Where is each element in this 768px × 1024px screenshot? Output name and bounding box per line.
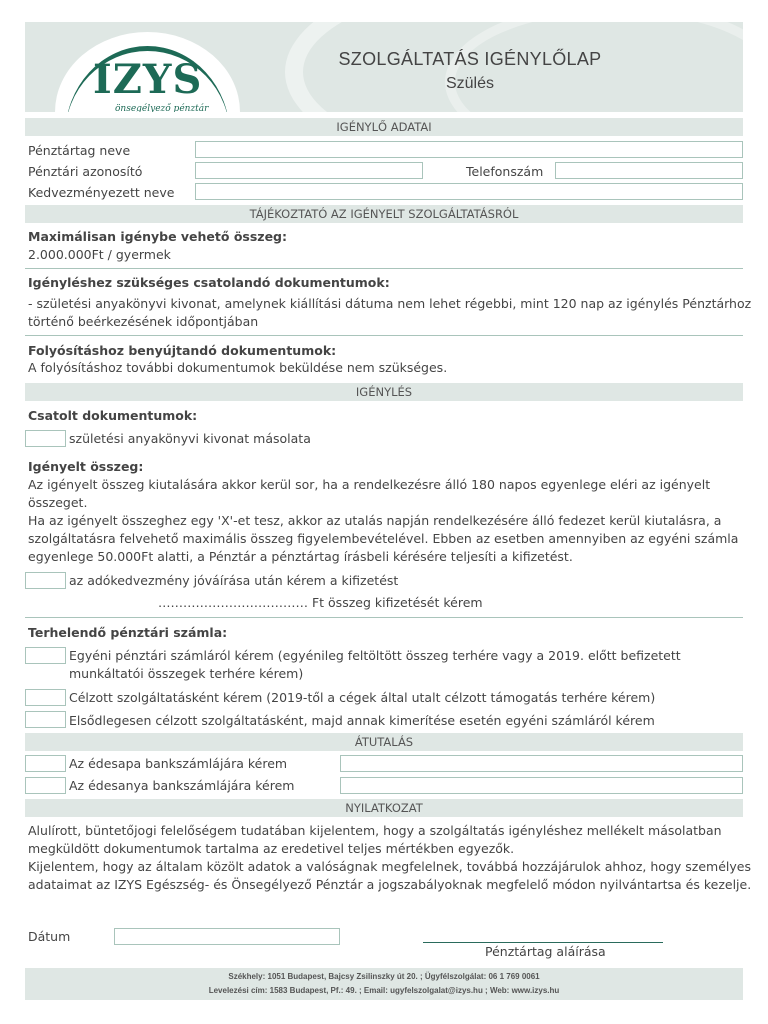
amount-paragraph-line: összeget. xyxy=(28,495,88,510)
account-heading: Terhelendő pénztári számla: xyxy=(28,625,228,640)
father-account-checkbox[interactable] xyxy=(25,755,66,772)
required-docs-line: - születési anyakönyvi kivonat, amelynek kiállítási dátuma nem lehet régebbi, mint 120 nap az igénylés Pénztárhoz xyxy=(28,296,752,311)
declaration-line: adataimat az IZYS Egészség- és Önsegélyező Pénztár a jogszabályoknak megfelelő módon nyilvántartsa és kezelje. xyxy=(28,877,752,892)
mother-account-label: Az édesanya bankszámlájára kérem xyxy=(69,778,295,793)
required-docs-line: történő beérkezésének időpontjában xyxy=(28,314,259,329)
mother-account-input[interactable] xyxy=(340,777,743,794)
beneficiary-input[interactable] xyxy=(195,183,743,200)
father-account-label: Az édesapa bankszámlájára kérem xyxy=(69,756,288,771)
section-info-header: TÁJÉKOZTATÓ AZ IGÉNYELT SZOLGÁLTATÁSRÓL xyxy=(25,205,743,223)
individual-account-label: Egyéni pénztári számláról kérem (egyénileg feltöltött összeg terhére vagy a 2019. előtt befizetett xyxy=(69,648,681,663)
amount-fill-in-label[interactable]: ……………………………… Ft összeg kifizetését kérem xyxy=(158,595,483,610)
signature-line[interactable] xyxy=(423,942,663,943)
section-transfer-header: ÁTUTALÁS xyxy=(25,733,743,751)
divider xyxy=(25,268,743,269)
declaration-line: megküldött dokumentumok tartalma az eredetivel teljes mértékben egyezők. xyxy=(28,841,515,856)
birth-certificate-checkbox[interactable] xyxy=(25,430,66,447)
logo-subtitle: önsegélyező pénztár xyxy=(115,104,209,112)
member-id-label: Pénztári azonosító xyxy=(28,164,143,179)
targeted-service-checkbox[interactable] xyxy=(25,689,66,706)
section-request-header: IGÉNYLÉS xyxy=(25,383,743,401)
amount-paragraph-line: egyenlege 50.000Ft alatti, a Pénztár a pénztártag írásbeli kérésére teljesíti a kifizetést. xyxy=(28,549,573,564)
requested-amount-heading: Igényelt összeg: xyxy=(28,459,144,474)
izys-logo xyxy=(55,32,240,112)
targeted-then-individual-label: Elsődlegesen célzott szolgáltatásként, majd annak kimerítése esetén egyéni számláról kérem xyxy=(69,713,655,728)
footer-contact-line: Levelezési cím: 1583 Budapest, Pf.: 49. ; Email: ugyfelszolgalat@izys.hu ; Web: www.izys.hu xyxy=(208,986,560,995)
phone-label: Telefonszám xyxy=(466,164,544,179)
divider xyxy=(25,617,743,618)
form-header xyxy=(25,22,743,112)
amount-paragraph-line: szolgáltatásra felvehető maximális összeg figyelembevételével. Ebben az esetben amennyiben az egyéni számla xyxy=(28,531,739,546)
max-amount-value: 2.000.000Ft / gyermek xyxy=(28,247,171,262)
declaration-line: Kijelentem, hogy az általam közölt adatok a valóságnak megfelelnek, továbbá hozzájárulok ahhoz, hogy személyes xyxy=(28,859,751,874)
targeted-service-label: Célzott szolgáltatásként kérem (2019-től a cégek által utalt célzott támogatás terhére kérem) xyxy=(69,690,656,705)
signature-label: Pénztártag aláírása xyxy=(485,944,606,959)
targeted-then-individual-checkbox[interactable] xyxy=(25,711,66,728)
date-input[interactable] xyxy=(114,928,340,945)
individual-account-label: munkáltatói összegek terhére kérem) xyxy=(69,666,304,681)
payout-docs-heading: Folyósításhoz benyújtandó dokumentumok: xyxy=(28,343,337,358)
member-name-input[interactable] xyxy=(195,141,743,158)
payout-docs-text: A folyósításhoz további dokumentumok beküldése nem szükséges. xyxy=(28,360,448,375)
declaration-line: Alulírott, büntetőjogi felelőségem tudatában kijelentem, hogy a szolgáltatás igényléshez mellékelt másolatban xyxy=(28,823,722,838)
section-applicant-header: IGÉNYLŐ ADATAI xyxy=(25,118,743,136)
required-docs-heading: Igényléshez szükséges csatolandó dokumentumok: xyxy=(28,275,390,290)
form-title: SZOLGÁLTATÁS IGÉNYLŐLAP xyxy=(338,49,602,69)
attached-docs-heading: Csatolt dokumentumok: xyxy=(28,408,198,423)
divider xyxy=(25,335,743,336)
father-account-input[interactable] xyxy=(340,755,743,772)
individual-account-checkbox[interactable] xyxy=(25,647,66,664)
page-footer xyxy=(25,968,743,1000)
amount-paragraph-line: Az igényelt összeg kiutalására akkor kerül sor, ha a rendelkezésre álló 180 napos egyenlege eléri az igényelt xyxy=(28,477,711,492)
phone-input[interactable] xyxy=(555,162,743,179)
tax-credit-checkbox[interactable] xyxy=(25,572,66,589)
birth-certificate-label: születési anyakönyvi kivonat másolata xyxy=(69,431,311,446)
section-declaration-header: NYILATKOZAT xyxy=(25,799,743,817)
max-amount-heading: Maximálisan igénybe vehető összeg: xyxy=(28,229,287,244)
member-id-input[interactable] xyxy=(195,162,423,179)
form-subtitle: Szülés xyxy=(445,75,495,92)
date-label: Dátum xyxy=(28,929,71,944)
mother-account-checkbox[interactable] xyxy=(25,777,66,794)
member-name-label: Pénztártag neve xyxy=(28,143,131,158)
footer-address-line: Székhely: 1051 Budapest, Bajcsy Zsilinszky út 20. ; Ügyfélszolgálat: 06 1 769 0061 xyxy=(228,972,540,981)
amount-paragraph-line: Ha az igényelt összeghez egy 'X'-et tesz, akkor az utalás napján rendelkezésére álló fedezet kerül kiutalásra, a xyxy=(28,513,722,528)
tax-credit-label: az adókedvezmény jóváírása után kérem a kifizetést xyxy=(69,573,399,588)
beneficiary-label: Kedvezményezett neve xyxy=(28,185,175,200)
logo-text: IZYS xyxy=(93,56,203,103)
